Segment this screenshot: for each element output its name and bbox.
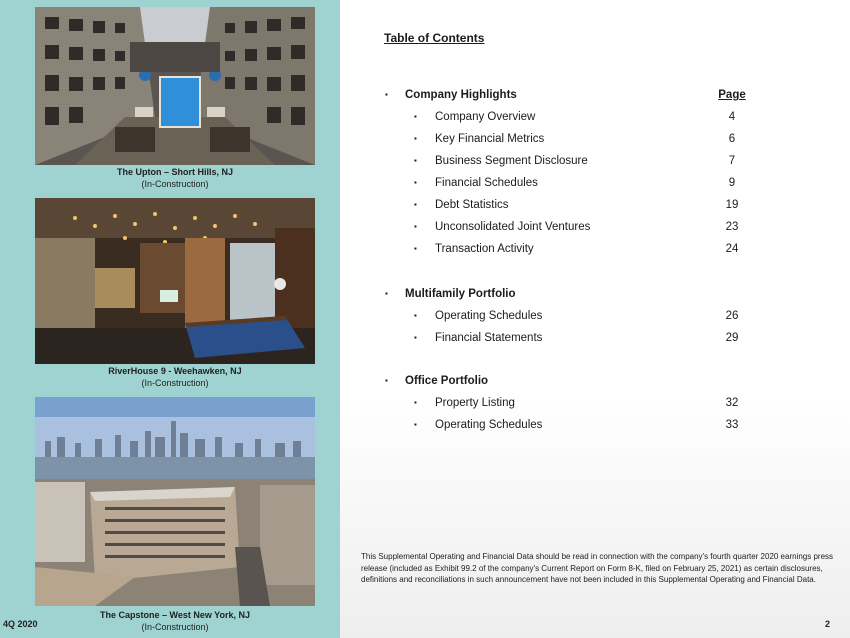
property-photo-capstone [35,397,315,606]
property-photo-upton [35,7,315,165]
bullet-icon: ▪ [414,420,417,429]
bullet-icon: ▪ [414,112,417,121]
bullet-icon: ▪ [414,222,417,231]
property-photo-riverhouse [35,198,315,364]
caption-capstone [35,609,315,633]
toc-item-page: 26 [725,310,739,322]
bullet-icon: ▪ [385,289,388,298]
toc-item-label: Company Overview [435,111,536,123]
toc-item-label: Property Listing [435,397,515,409]
toc-item-page: 6 [728,133,736,145]
bullet-icon: ▪ [385,90,388,99]
property-name: The Upton – Short Hills, NJ [116,167,233,177]
bullet-icon: ▪ [414,311,417,320]
bullet-icon: ▪ [414,333,417,342]
page-column-header: Page [718,89,746,101]
toc-item-label: Business Segment Disclosure [435,155,588,167]
toc-item-label: Operating Schedules [435,310,543,322]
property-name: RiverHouse 9 - Weehawken, NJ [108,366,242,376]
bullet-icon: ▪ [414,200,417,209]
toc-item-page: 7 [728,155,736,167]
toc-item-label: Debt Statistics [435,199,509,211]
property-status: (In-Construction) [141,378,209,388]
property-status: (In-Construction) [141,179,209,189]
toc-item-page: 32 [725,397,739,409]
bullet-icon: ▪ [414,244,417,253]
property-status: (In-Construction) [141,622,209,632]
toc-item-page: 19 [725,199,739,211]
toc-title: Table of Contents [384,31,485,45]
toc-item-page: 29 [725,332,739,344]
disclaimer-text: This Supplemental Operating and Financial Data should be read in connection with the company's fourth quarter 2020 earnings press release (included as Exhibit 99.2 of the company's Current Report on Form 8-K, filed on February 25, 2021) as certain disclosures, definitions and reconciliations in such announcement have not been included in this Supplemental Operating and Financial Data. [361,552,834,584]
toc-section-label: Company Highlights [405,89,517,101]
toc-section-label: Multifamily Portfolio [405,288,516,300]
toc-item-page: 33 [725,419,739,431]
report-period: 4Q 2020 [3,619,38,629]
property-name: The Capstone – West New York, NJ [99,610,251,620]
bullet-icon: ▪ [414,156,417,165]
toc-section-label: Office Portfolio [405,375,489,387]
bullet-icon: ▪ [414,178,417,187]
bullet-icon: ▪ [385,376,388,385]
toc-item-page: 4 [728,111,736,123]
toc-item-label: Operating Schedules [435,419,543,431]
toc-item-label: Unconsolidated Joint Ventures [435,221,591,233]
toc-item-label: Financial Statements [435,332,543,344]
page-number: 2 [824,619,830,629]
caption-upton [35,166,315,190]
toc-item-label: Transaction Activity [435,243,534,255]
bullet-icon: ▪ [414,134,417,143]
toc-item-page: 23 [725,221,739,233]
toc-item-page: 24 [725,243,739,255]
toc-item-label: Key Financial Metrics [435,133,545,145]
toc-item-page: 9 [728,177,736,189]
caption-riverhouse [35,365,315,389]
bullet-icon: ▪ [414,398,417,407]
toc-item-label: Financial Schedules [435,177,538,189]
